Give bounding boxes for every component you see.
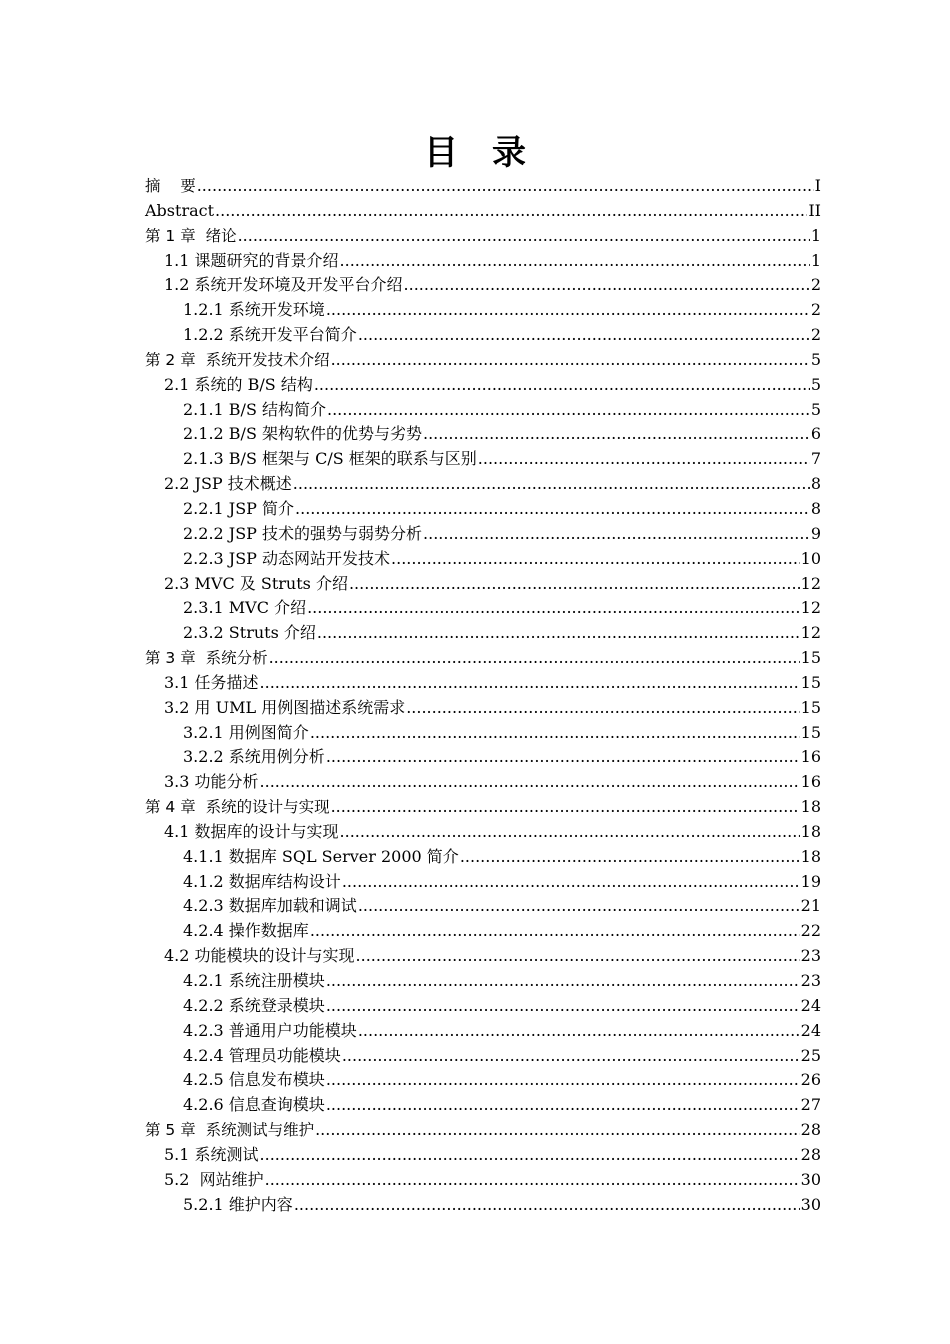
toc-dot-leader [269, 646, 800, 671]
toc-entry[interactable] [145, 174, 821, 199]
toc-dot-leader [340, 820, 800, 845]
toc-entry-page-number: 30 [800, 1194, 821, 1214]
toc-dot-leader [260, 671, 800, 696]
toc-entry-label: 4.2.5 信息发布模块 [183, 1070, 325, 1090]
toc-entry-label: 4.2 功能模块的设计与实现 [164, 946, 355, 966]
toc-entry-label: 1.2.2 系统开发平台简介 [183, 325, 357, 345]
toc-entry[interactable] [145, 1143, 821, 1168]
toc-entry-page-number: 21 [800, 896, 821, 916]
toc-dot-leader [391, 547, 800, 572]
toc-entry[interactable] [145, 224, 821, 249]
toc-dot-leader [340, 249, 810, 274]
toc-entry-page-number: 19 [800, 871, 821, 891]
toc-dot-leader [342, 870, 800, 895]
toc-entry-label: 第 5 章 系统测试与维护 [145, 1121, 315, 1140]
toc-dot-leader [406, 696, 799, 721]
toc-entry[interactable] [145, 348, 821, 373]
toc-entry-label: 2.1.1 B/S 结构简介 [183, 399, 326, 419]
toc-dot-leader [326, 1093, 800, 1118]
toc-entry-page-number: 6 [810, 424, 821, 444]
toc-entry-label: 2.1 系统的 B/S 结构 [164, 374, 313, 394]
toc-entry[interactable] [145, 1118, 821, 1143]
toc-entry-label: 4.2.3 数据库加载和调试 [183, 896, 357, 916]
toc-entry[interactable] [145, 1168, 821, 1193]
toc-entry-label: 4.2.6 信息查询模块 [183, 1095, 325, 1115]
toc-dot-leader [326, 1068, 800, 1093]
toc-entry-page-number: 23 [800, 946, 821, 966]
toc-entry-page-number: 5 [810, 374, 821, 394]
toc-entry[interactable] [145, 1093, 821, 1118]
toc-entry-page-number: 16 [800, 772, 821, 792]
toc-entry[interactable] [145, 870, 821, 895]
toc-entry[interactable] [145, 820, 821, 845]
toc-dot-leader [315, 1118, 800, 1143]
toc-entry-label: 4.2.3 普通用户功能模块 [183, 1020, 357, 1040]
toc-entry-page-number: 18 [800, 846, 821, 866]
toc-entry-label: 4.1.2 数据库结构设计 [183, 871, 341, 891]
toc-entry-page-number: 2 [810, 300, 821, 320]
toc-entry-label: 3.2.2 系统用例分析 [183, 747, 325, 767]
toc-dot-leader [423, 522, 810, 547]
toc-entry-label: 2.2.3 JSP 动态网站开发技术 [183, 548, 391, 568]
toc-entry-label: 2.2.1 JSP 简介 [183, 498, 295, 518]
toc-entry[interactable] [145, 1044, 821, 1069]
toc-dot-leader [326, 745, 800, 770]
toc-entry[interactable] [145, 522, 821, 547]
toc-dot-leader [197, 174, 814, 199]
toc-entry-page-number: 18 [800, 797, 821, 817]
toc-entry[interactable] [145, 845, 821, 870]
toc-dot-leader [260, 770, 800, 795]
toc-dot-leader [326, 994, 800, 1019]
toc-entry-label: 4.2.1 系统注册模块 [183, 971, 325, 990]
toc-entry-page-number: II [808, 200, 821, 220]
toc-entry-page-number: 26 [800, 1070, 821, 1090]
toc-entry-label: 2.1.2 B/S 架构软件的优势与劣势 [183, 424, 422, 444]
toc-dot-leader [423, 422, 810, 447]
toc-dot-leader [460, 845, 800, 870]
toc-dot-leader [307, 596, 800, 621]
toc-dot-leader [356, 944, 800, 969]
toc-entry-label: 3.3 功能分析 [164, 772, 259, 792]
toc-dot-leader [358, 1019, 800, 1044]
toc-entry-label: 2.3.1 MVC 介绍 [183, 598, 307, 618]
toc-entry-page-number: 10 [800, 548, 821, 568]
toc-dot-leader [331, 348, 810, 373]
toc-dot-leader [294, 1193, 800, 1218]
toc-dot-leader [238, 224, 810, 249]
toc-dot-leader [478, 447, 810, 472]
toc-dot-leader [358, 323, 810, 348]
toc-entry[interactable] [145, 398, 821, 423]
toc-entry-page-number: 24 [800, 1020, 821, 1040]
toc-entry[interactable] [145, 1068, 821, 1093]
toc-entry-page-number: 22 [800, 921, 821, 941]
toc-dot-leader [349, 572, 800, 597]
toc-dot-leader [310, 721, 800, 746]
toc-entry[interactable] [145, 894, 821, 919]
toc-entry-label: 3.2.1 用例图简介 [183, 722, 309, 742]
toc-entry[interactable] [145, 969, 821, 994]
toc-entry-page-number: 12 [800, 623, 821, 643]
toc-entry-page-number: 18 [800, 821, 821, 841]
toc-entry-page-number: 25 [800, 1045, 821, 1065]
toc-entry-label: 4.2.2 系统登录模块 [183, 995, 325, 1015]
toc-dot-leader [265, 1168, 800, 1193]
toc-entry-page-number: 8 [810, 474, 821, 494]
toc-entry-page-number: 15 [800, 697, 821, 717]
toc-entry[interactable] [145, 646, 821, 671]
toc-entry-page-number: 8 [810, 498, 821, 518]
toc-entry[interactable] [145, 994, 821, 1019]
toc-entry-page-number: 1 [810, 225, 821, 245]
toc-entry-label: 摘 要 [145, 177, 196, 195]
toc-entry[interactable] [145, 199, 821, 224]
table-of-contents [145, 174, 821, 1217]
toc-dot-leader [331, 795, 800, 820]
toc-dot-leader [260, 1143, 800, 1168]
toc-entry-label: 4.2.4 操作数据库 [183, 921, 309, 941]
toc-dot-leader [317, 621, 800, 646]
toc-entry[interactable] [145, 547, 821, 572]
toc-entry-page-number: 9 [810, 523, 821, 543]
toc-entry-page-number: 2 [810, 275, 821, 295]
toc-entry-page-number: 23 [800, 971, 821, 990]
toc-dot-leader [326, 969, 800, 994]
toc-entry[interactable] [145, 373, 821, 398]
toc-entry-label: 4.2.4 管理员功能模块 [183, 1045, 341, 1065]
toc-entry[interactable] [145, 472, 821, 497]
toc-entry[interactable] [145, 919, 821, 944]
toc-entry-label: 3.1 任务描述 [164, 672, 259, 692]
toc-entry-label: 5.1 系统测试 [164, 1144, 259, 1164]
toc-entry-page-number: 12 [800, 573, 821, 593]
toc-entry-label: 2.1.3 B/S 框架与 C/S 框架的联系与区别 [183, 449, 477, 469]
toc-entry-page-number: 24 [800, 995, 821, 1015]
toc-entry-page-number: 28 [800, 1120, 821, 1140]
toc-entry-label: 1.1 课题研究的背景介绍 [164, 250, 339, 270]
toc-entry-page-number: I [814, 176, 821, 195]
toc-dot-leader [293, 472, 810, 497]
toc-entry[interactable] [145, 298, 821, 323]
toc-dot-leader [310, 919, 800, 944]
toc-entry-page-number: 15 [800, 722, 821, 742]
toc-entry[interactable] [145, 273, 821, 298]
toc-entry[interactable] [145, 696, 821, 721]
toc-entry-label: 5.2.1 维护内容 [183, 1194, 293, 1214]
toc-entry[interactable] [145, 422, 821, 447]
toc-entry[interactable] [145, 745, 821, 770]
toc-title: 目录 [424, 133, 560, 173]
toc-entry-label: 4.1 数据库的设计与实现 [164, 821, 339, 841]
toc-dot-leader [327, 398, 810, 423]
toc-entry[interactable] [145, 795, 821, 820]
toc-entry-page-number: 7 [810, 449, 821, 469]
toc-entry-page-number: 5 [810, 399, 821, 419]
toc-dot-leader [358, 894, 800, 919]
toc-entry-page-number: 28 [800, 1144, 821, 1164]
toc-entry[interactable] [145, 572, 821, 597]
toc-entry-page-number: 27 [800, 1095, 821, 1115]
toc-entry-page-number: 30 [800, 1169, 821, 1189]
toc-entry[interactable] [145, 944, 821, 969]
toc-entry-page-number: 15 [800, 672, 821, 692]
toc-dot-leader [342, 1044, 800, 1069]
toc-entry[interactable] [145, 497, 821, 522]
toc-entry[interactable] [145, 770, 821, 795]
toc-entry-label: 2.3 MVC 及 Struts 介绍 [164, 573, 348, 593]
toc-entry-label: 2.3.2 Struts 介绍 [183, 623, 316, 643]
toc-entry[interactable] [145, 721, 821, 746]
toc-entry-page-number: 1 [810, 250, 821, 270]
toc-entry-label: Abstract [145, 200, 215, 220]
toc-entry[interactable] [145, 621, 821, 646]
toc-entry-label: 第 4 章 系统的设计与实现 [145, 798, 330, 817]
toc-entry[interactable] [145, 596, 821, 621]
toc-dot-leader [314, 373, 810, 398]
toc-entry[interactable] [145, 447, 821, 472]
toc-entry[interactable] [145, 249, 821, 274]
toc-entry-label: 1.2 系统开发环境及开发平台介绍 [164, 275, 403, 295]
toc-entry[interactable] [145, 323, 821, 348]
toc-entry[interactable] [145, 1019, 821, 1044]
toc-entry-label: 4.1.1 数据库 SQL Server 2000 简介 [183, 846, 459, 866]
toc-dot-leader [404, 273, 810, 298]
toc-entry-label: 2.2.2 JSP 技术的强势与弱势分析 [183, 523, 423, 543]
toc-dot-leader [326, 298, 810, 323]
toc-entry-label: 第 1 章 绪论 [145, 226, 237, 245]
toc-dot-leader [295, 497, 810, 522]
toc-entry-label: 1.2.1 系统开发环境 [183, 300, 325, 320]
toc-entry-label: 3.2 用 UML 用例图描述系统需求 [164, 697, 406, 717]
toc-entry-label: 第 3 章 系统分析 [145, 649, 268, 668]
toc-entry-label: 第 2 章 系统开发技术介绍 [145, 350, 330, 369]
toc-entry[interactable] [145, 1193, 821, 1218]
toc-entry-page-number: 12 [800, 598, 821, 618]
toc-entry-page-number: 16 [800, 747, 821, 767]
toc-entry-label: 2.2 JSP 技术概述 [164, 474, 292, 494]
toc-entry-label: 5.2 网站维护 [164, 1169, 264, 1189]
toc-entry-page-number: 5 [810, 349, 821, 369]
toc-dot-leader [215, 199, 807, 224]
toc-entry[interactable] [145, 671, 821, 696]
toc-entry-page-number: 2 [810, 325, 821, 345]
toc-entry-page-number: 15 [800, 648, 821, 668]
